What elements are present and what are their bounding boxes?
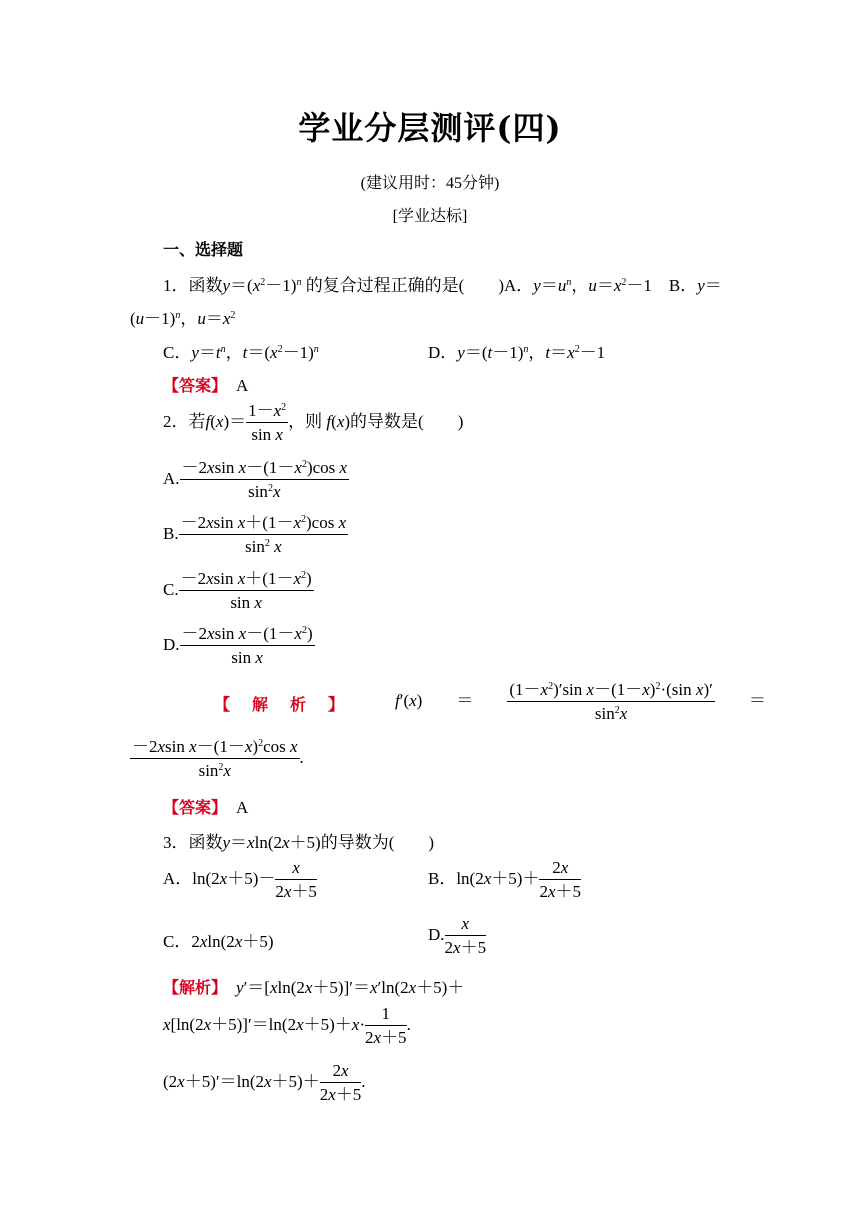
question-3-analysis-line-2: x[ln(2x＋5)]′＝ln(2x＋5)＋x· $\frac{1}{2x+5}$ . (163, 1004, 411, 1047)
question-2-option-d: D. $\frac{-2xsin x-(1-x^2)}{\text{sin x}}$ (163, 624, 313, 667)
question-1-answer (163, 371, 248, 396)
level-label: [学业达标] (392, 208, 468, 225)
answer-label: 【答案】 (163, 798, 220, 817)
question-2-stem: 2．若f(x)＝ $\frac{1-x^2}{\text{sin x}}$ ，则 f(x)的导数是( ) (163, 401, 464, 444)
time-note: (建议用时：45分钟) (360, 175, 500, 192)
question-3-option-d: D. $\frac{x}{2x+5}$ (428, 914, 487, 957)
answer-value: A (236, 376, 249, 395)
question-3-analysis-line-1: 【解析】 y′＝[xln(2x＋5)]′＝x′ln(2x＋5)＋ (163, 978, 465, 997)
question-1-line-1: 1．函数$y=(x^2-1)^n$ 的复合过程正确的是( )A．$y=u^n$，$u=x^2-1$ B．y＝ (163, 276, 722, 295)
question-2-analysis-line-2: $\frac{-2xsin x-(1-x)^2\cos x}{\sin^2x}$ . (132, 737, 304, 780)
question-1-option-d: D．$y=(t-1)^n$，$t=x^2-1$ (428, 343, 606, 362)
section-heading: 一、选择题 (163, 240, 244, 259)
question-2-answer (163, 793, 248, 818)
answer-label: 【答案】 (163, 376, 220, 395)
analysis-label-spaced: 【 解 析 】 (214, 695, 348, 714)
page-title: 学业分层测评(四) (298, 109, 562, 147)
question-3-option-a: A．ln(2x＋5)－ $\frac{x}{2x+5}$ (163, 858, 317, 901)
question-3-option-b: B．ln(2x＋5)＋ $\frac{2x}{2x+5}$ (428, 858, 581, 901)
question-2-option-c: C. $\frac{-2xsin x+(1-x^2)}{\text{sin x}}$ (163, 569, 312, 612)
question-3-analysis-line-3: (2x＋5)′＝ln(2x＋5)＋ $\frac{2x}{2x+5}$ . (163, 1061, 366, 1104)
question-2-option-a: A. $\frac{-2xsin x-(1-x^2)\cos x}{\sin^2x}$ (163, 458, 348, 501)
question-1-option-c: C．$y=t^n$，$t=(x^2-1)^n$ (163, 343, 319, 362)
analysis-label: 【解析】 (163, 978, 220, 997)
question-1-line-2: $(u-1)^n$，$u=x^2$ (130, 309, 236, 328)
question-3-stem: 3．函数y＝xln(2x＋5)的导数为( ) (163, 833, 435, 852)
question-2-analysis-line-1: f′(x) ＝ $\frac{(1-x^2)'\sin x-(1-x)^2\cdot(\sin x)'}{\sin^2x}$ ＝ (395, 680, 766, 723)
question-2-option-b: B. $\frac{-2xsin x+(1-x^2)\cos x}{\sin^2 x}$ (163, 513, 347, 556)
answer-value: A (236, 798, 249, 817)
question-3-option-c: C．2xln(2x＋5) (163, 932, 274, 951)
